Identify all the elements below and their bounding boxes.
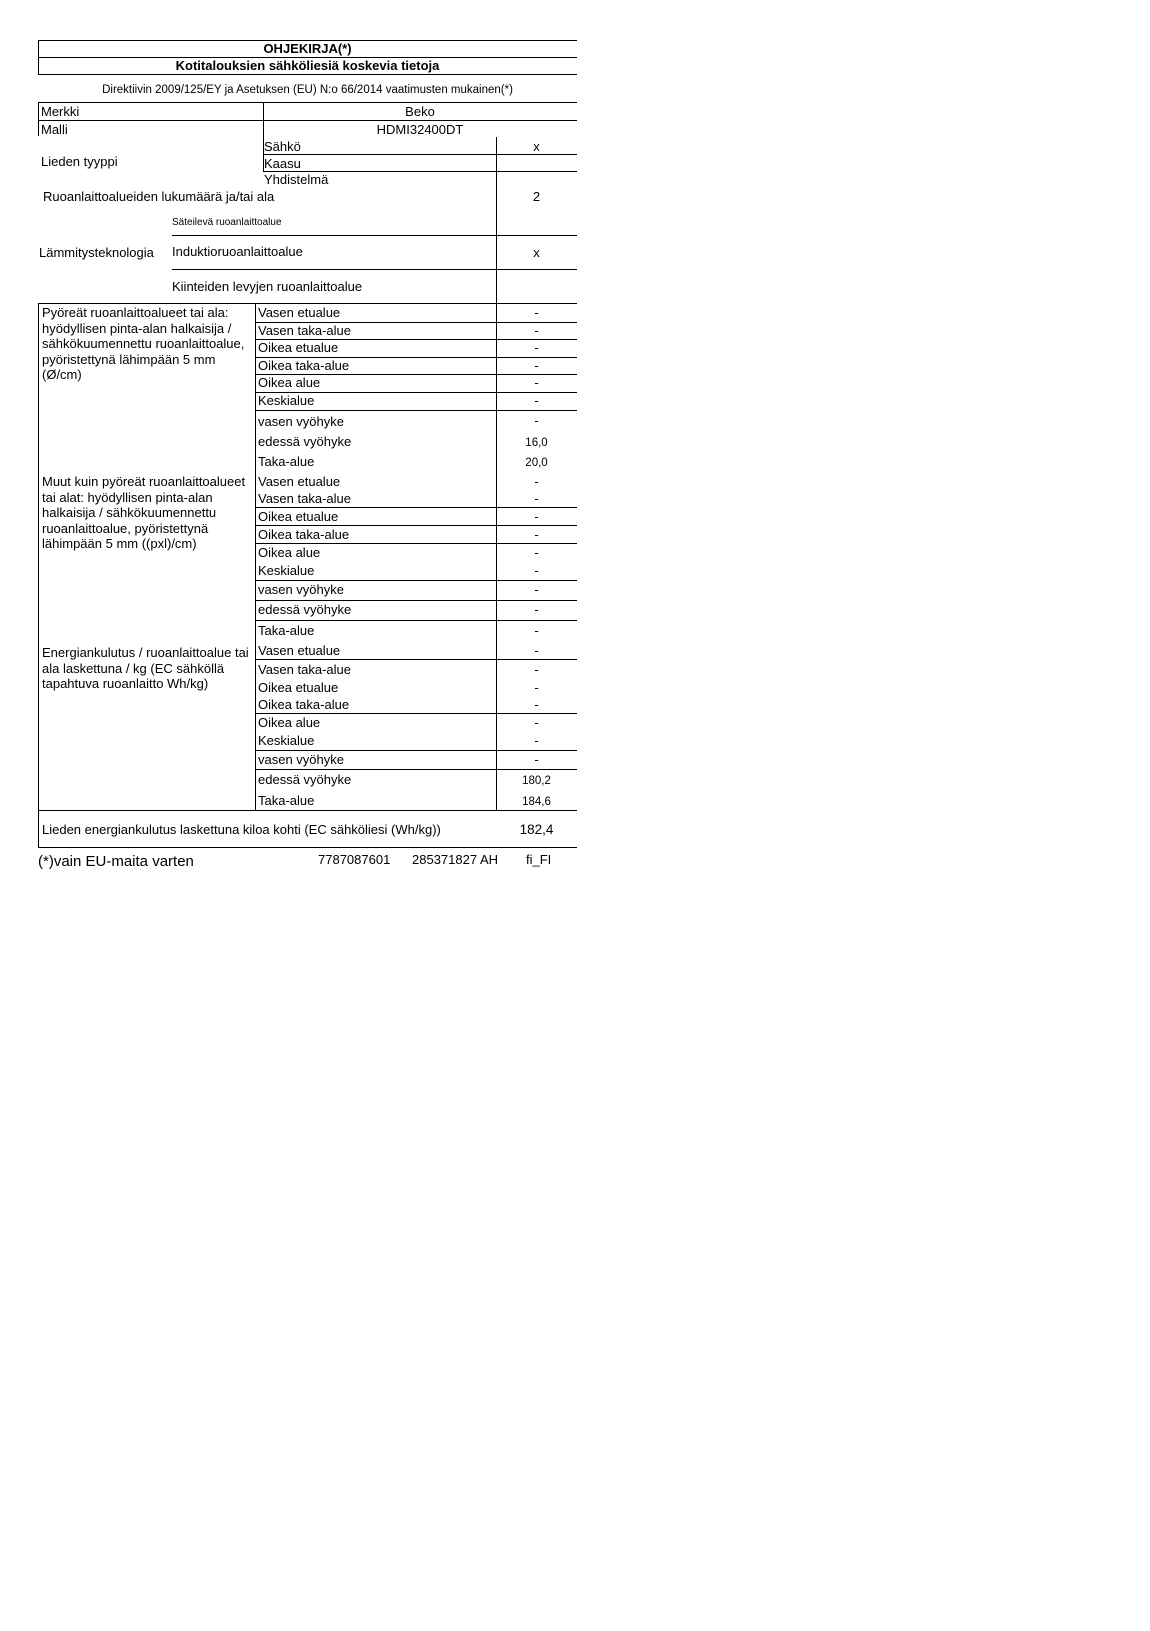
divider [38,120,577,121]
heating-option: Induktioruoanlaittoalue [172,244,303,259]
zone-row-value: - [534,474,539,489]
zone-row-value: - [534,563,539,578]
energy-row-value: - [534,733,539,748]
divider [255,713,577,714]
zone-row-label: Oikea etualue [258,340,339,355]
brand-label: Merkki [41,104,80,119]
zone-row-label: Oikea taka-alue [258,527,350,542]
heating-option: Kiinteiden levyjen ruoanlaittoalue [172,279,363,294]
total-energy-value: 182,4 [519,822,554,837]
hob-type-value: x [533,139,540,154]
zone-count-label: Ruoanlaittoalueiden lukumäärä ja/tai ala [43,189,275,204]
energy-row-label: Taka-alue [258,793,315,808]
table-bottom-border [38,847,577,848]
energy-row-label: vasen vyöhyke [258,752,344,767]
zone-row-value: 16,0 [525,437,548,449]
zone-row-label: vasen vyöhyke [258,414,344,429]
zone-row-value: - [534,545,539,560]
energy-row-value: - [534,662,539,677]
zone-row-value: - [534,340,539,355]
document-subtitle: Kotitalouksien sähköliesiä koskevia tietoja [175,58,440,73]
zone-row-value: - [534,623,539,638]
divider [255,659,577,660]
divider [255,620,577,621]
divider [255,750,577,751]
zone-row-label: Vasen taka-alue [258,323,351,338]
hob-type-label: Lieden tyyppi [41,154,118,169]
energy-row-value: - [534,697,539,712]
document-title: OHJEKIRJA(*) [263,41,352,56]
zone-row-label: Vasen etualue [258,474,341,489]
heating-option: Säteilevä ruoanlaittoalue [172,217,282,228]
directive-reference: Direktiivin 2009/125/EY ja Asetuksen (EU) N:o 66/2014 vaatimusten mukainen(*) [102,84,513,96]
zone-row-label: Oikea alue [258,545,321,560]
zone-row-label: edessä vyöhyke [258,602,352,617]
energy-row-label: Oikea etualue [258,680,339,695]
zone-row-label: Taka-alue [258,454,315,469]
hob-type-option: Yhdistelmä [264,172,329,187]
heating-value: x [533,245,540,260]
divider [255,410,577,411]
zone-row-label: Keskialue [258,563,315,578]
zone-row-value: - [534,393,539,408]
zone-row-label: Taka-alue [258,623,315,638]
total-energy-label: Lieden energiankulutus laskettuna kiloa kohti (EC sähköliesi (Wh/kg)) [42,822,441,837]
table-left-border [38,303,39,847]
energy-row-label: Vasen etualue [258,643,341,658]
zone-row-label: Oikea taka-alue [258,358,350,373]
footer-code: 285371827 AH [412,852,499,867]
zone-row-label: Keskialue [258,393,315,408]
hob-type-option: Sähkö [264,139,301,154]
zone-row-label: Vasen taka-alue [258,491,351,506]
zone-row-value: - [534,491,539,506]
energy-row-value: - [534,680,539,695]
model-value: HDMI32400DT [376,122,464,137]
divider [255,543,577,544]
zone-row-value: - [534,305,539,320]
zone-row-label: Vasen etualue [258,305,341,320]
energy-row-label: edessä vyöhyke [258,772,352,787]
energy-row-label: Oikea alue [258,715,321,730]
zone-row-label: Oikea etualue [258,509,339,524]
energy-row-label: Keskialue [258,733,315,748]
zone-row-value: 20,0 [525,457,548,469]
divider [255,507,577,508]
nonround-zones-label: Muut kuin pyöreät ruoanlaittoalueet tai alat: hyödyllisen pinta-alan halkaisija / sähkökuumennettu ruoanlaittoalue, pyöristettynä lähimpään 5 mm ((pxl)/cm) [42,474,246,551]
zone-row-value: - [534,413,539,428]
zone-row-value: - [534,323,539,338]
brand-value: Beko [405,104,435,119]
zone-row-value: - [534,509,539,524]
divider [38,810,577,811]
divider [38,74,577,75]
energy-row-value: 180,2 [522,775,551,787]
zone-row-value: - [534,582,539,597]
energy-row-value: - [534,752,539,767]
energy-zones-label: Energiankulutus / ruoanlaittoalue tai ala laskettuna / kg (EC sähköllä tapahtuva ruoanlaitto Wh/kg) [42,645,249,691]
divider [255,525,577,526]
footer-note: (*)vain EU-maita varten [38,853,194,870]
divider [172,235,577,236]
zone-row-value: - [534,602,539,617]
zone-row-value: - [534,358,539,373]
divider [172,269,577,270]
divider [255,600,577,601]
divider [255,769,577,770]
heating-technology-label: Lämmitysteknologia [39,245,154,260]
footer-code: 7787087601 [318,852,391,867]
zone-row-label: vasen vyöhyke [258,582,344,597]
zone-row-value: - [534,527,539,542]
table-left-border [38,102,39,136]
divider [255,580,577,581]
footer-locale: fi_FI [526,852,552,867]
zone-count-value: 2 [532,189,541,204]
energy-row-value: - [534,715,539,730]
model-label: Malli [41,122,68,137]
round-zones-label: Pyöreät ruoanlaittoalueet tai ala: hyödyllisen pinta-alan halkaisija / sähkökuumennettu ruoanlaittoalue, pyöristettynä lähimpään 5 mm (Ø/cm) [42,305,245,382]
hob-type-option: Kaasu [264,156,301,171]
divider [38,102,577,103]
column-divider [255,303,256,810]
energy-row-label: Vasen taka-alue [258,662,351,677]
zone-row-value: - [534,375,539,390]
energy-row-value: - [534,643,539,658]
energy-row-value: 184,6 [522,796,551,808]
energy-row-label: Oikea taka-alue [258,697,350,712]
zone-row-label: edessä vyöhyke [258,434,352,449]
zone-row-label: Oikea alue [258,375,321,390]
